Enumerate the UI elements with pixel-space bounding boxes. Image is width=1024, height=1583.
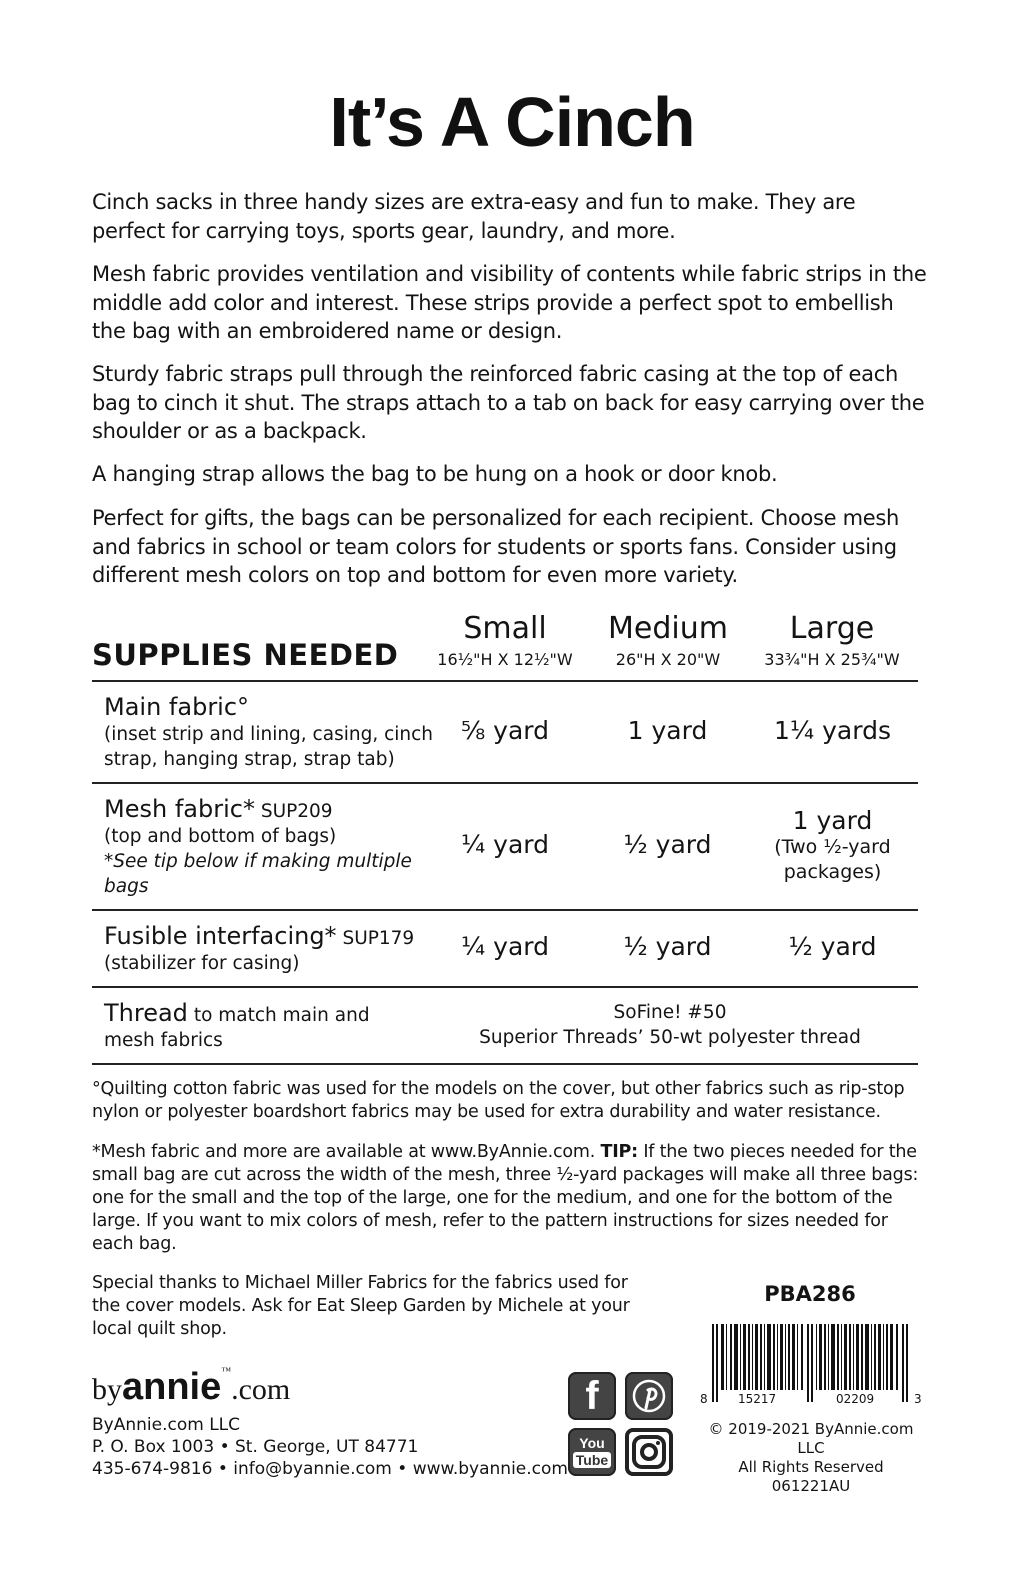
quantity-large: 1¼ yards <box>774 716 891 745</box>
instagram-glyph-icon <box>629 1432 669 1472</box>
supply-detail: strap, hanging strap, strap tab) <box>104 749 395 770</box>
supply-label <box>104 794 412 899</box>
barcode-digit: 15217 <box>738 1392 777 1406</box>
barcode-digit: 3 <box>914 1392 922 1406</box>
intro-paragraph: Mesh fabric provides ventilation and visibility of contents while fabric strips in the middle add color and interest. These strips provide a perfect spot to embellish the bag with an embroidered name or design. <box>92 262 927 343</box>
supply-name: Fusible interfacing* <box>104 922 337 950</box>
supply-name: Main fabric° <box>104 693 250 721</box>
quantity-small: ¼ yard <box>460 932 549 961</box>
supply-code: SUP179 <box>342 928 415 949</box>
address-line: ByAnnie.com LLC <box>92 1415 241 1435</box>
product-code: PBA286 <box>764 1282 856 1306</box>
supply-detail: (stabilizer for casing) <box>104 953 300 974</box>
size-header-medium <box>588 612 748 669</box>
quantity-small: ¼ yard <box>460 830 549 859</box>
pinterest-glyph-icon <box>631 1378 667 1414</box>
quantity-small: ⅝ yard <box>460 716 549 745</box>
quantity-large-sub: packages) <box>783 861 882 883</box>
size-header-large <box>752 612 912 669</box>
intro-paragraph: A hanging strap allows the bag to be hung on a hook or door knob. <box>92 462 778 486</box>
footnote-mesh-a: *Mesh fabric and more are available at www.ByAnnie.com. <box>92 1142 596 1162</box>
quantity-large <box>765 806 900 885</box>
size-dimensions: 33¾"H X 25¾"W <box>764 650 900 669</box>
quantity-medium: ½ yard <box>623 830 712 859</box>
supply-note: *See tip below if making multiple <box>104 851 412 872</box>
intro-paragraph: Perfect for gifts, the bags can be personalized for each recipient. Choose mesh and fabrics in school or team colors for students or sports fans. Consider using different mesh colors on top and bottom for even more variety. <box>92 506 900 587</box>
page-title: It’s A Cinch <box>329 83 695 161</box>
supply-code: SUP209 <box>260 801 333 822</box>
supply-label <box>104 692 433 772</box>
table-divider <box>92 680 918 682</box>
thread-spec <box>440 1000 900 1050</box>
quantity-medium: 1 yard <box>627 716 708 745</box>
tip-label: TIP: <box>600 1142 638 1162</box>
supply-detail: mesh fabrics <box>104 1030 223 1051</box>
supply-name: Thread <box>104 999 188 1027</box>
copyright-line: © 2019-2021 ByAnnie.com LLC <box>708 1420 914 1457</box>
table-divider <box>92 909 918 911</box>
table-divider <box>92 1063 918 1065</box>
address-line: 435-674-9816 • info@byannie.com • www.byannie.com <box>92 1459 568 1479</box>
supply-label <box>104 921 414 976</box>
barcode-digit: 8 <box>700 1392 708 1406</box>
thread-spec-line: SoFine! #50 <box>613 1002 727 1023</box>
youtube-label-bottom: Tube <box>573 1452 611 1468</box>
copyright-line: All Rights Reserved <box>738 1458 884 1476</box>
thread-spec-line: Superior Threads’ 50-wt polyester thread <box>479 1027 861 1048</box>
size-name: Small <box>463 611 547 646</box>
size-name: Large <box>789 611 875 646</box>
youtube-icon[interactable] <box>568 1428 616 1476</box>
supplies-heading: SUPPLIES NEEDED <box>92 638 399 672</box>
copyright-line: 061221AU <box>771 1477 851 1495</box>
logo-com: .com <box>231 1373 291 1406</box>
supply-name: Mesh fabric* <box>104 795 255 823</box>
supply-label <box>104 998 370 1053</box>
size-name: Medium <box>608 611 728 646</box>
footnote-quilting: °Quilting cotton fabric was used for the models on the cover, but other fabrics such as rip-stop nylon or polyester boardshort fabrics may be used for extra durability and water resistance. <box>92 1079 905 1122</box>
youtube-label-top: You <box>579 1435 605 1451</box>
supply-detail: (inset strip and lining, casing, cinch <box>104 724 434 745</box>
copyright-block <box>700 1420 922 1496</box>
table-divider <box>92 782 918 784</box>
supply-detail: to match main and <box>193 1005 370 1026</box>
special-thanks: Special thanks to Michael Miller Fabrics for the fabrics used for the cover models. Ask for Eat Sleep Garden by Michele at your local quilt shop. <box>92 1273 630 1339</box>
quantity-large: ½ yard <box>788 932 877 961</box>
intro-paragraph: Sturdy fabric straps pull through the reinforced fabric casing at the top of each bag to cinch it shut. The straps attach to a tab on back for easy carrying over the shoulder or as a backpack. <box>92 362 925 443</box>
quantity-large-main: 1 yard <box>792 806 873 835</box>
table-divider <box>92 986 918 988</box>
logo-by: by <box>92 1373 122 1406</box>
instagram-icon[interactable] <box>625 1428 673 1476</box>
footnote-mesh <box>92 1141 922 1256</box>
size-dimensions: 16½"H X 12½"W <box>437 650 573 669</box>
quantity-large-sub: (Two ½-yard <box>774 836 891 858</box>
pinterest-icon[interactable] <box>625 1372 673 1420</box>
logo-tm: ™ <box>221 1366 232 1377</box>
company-address <box>92 1414 568 1480</box>
address-line: P. O. Box 1003 • St. George, UT 84771 <box>92 1437 419 1457</box>
supply-detail: (top and bottom of bags) <box>104 826 337 847</box>
footnote-mesh-b: If the two pieces needed for the small bag are cut across the width of the mesh, three ½-yard packages will make all three bags: one for the small and the top of the large, one for the medium, and one for the bottom of the large. If you want to mix colors of mesh, refer to the pattern instructions for sizes needed for each bag. <box>92 1142 919 1254</box>
supply-note: bags <box>104 876 149 897</box>
barcode-digit: 02209 <box>836 1392 875 1406</box>
logo-annie: annie <box>122 1366 222 1408</box>
size-dimensions: 26"H X 20"W <box>615 650 721 669</box>
size-header-small <box>420 612 590 669</box>
facebook-icon[interactable]: f <box>568 1372 616 1420</box>
barcode <box>700 1324 922 1409</box>
byannie-logo <box>92 1366 290 1409</box>
barcode-icon <box>700 1324 922 1409</box>
intro-paragraph: Cinch sacks in three handy sizes are extra-easy and fun to make. They are perfect for carrying toys, sports gear, laundry, and more. <box>92 190 856 243</box>
quantity-medium: ½ yard <box>623 932 712 961</box>
